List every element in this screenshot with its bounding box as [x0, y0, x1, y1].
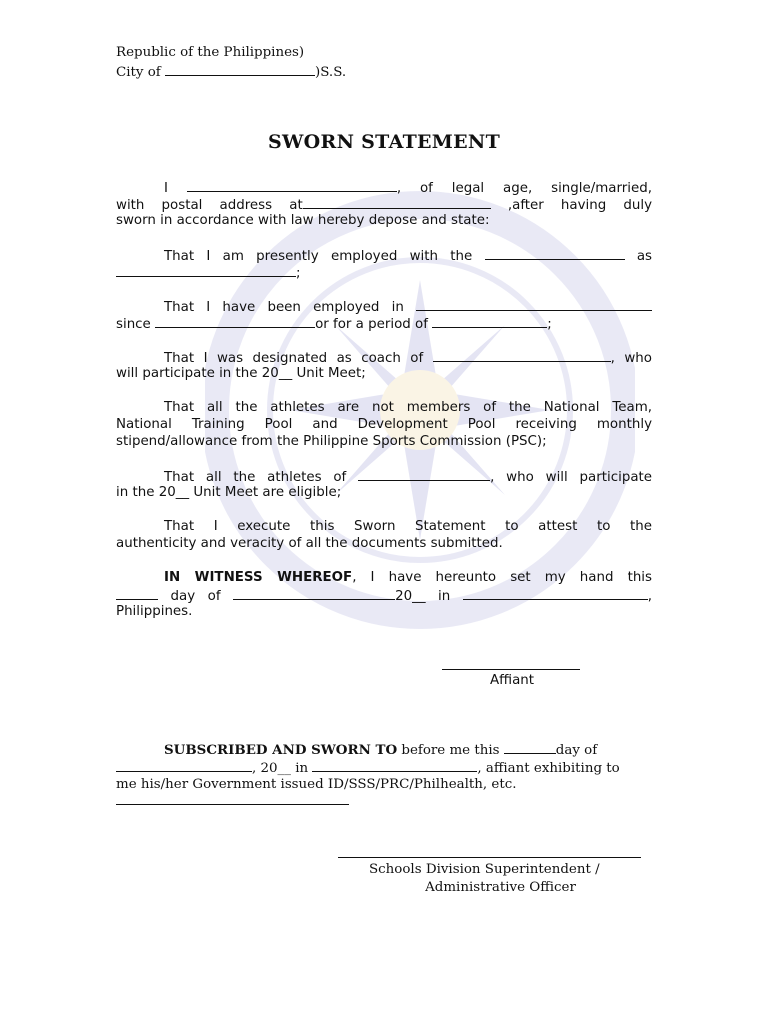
p3-line2: since or for a period of ;: [116, 314, 652, 333]
p5-line1: That all the athletes are not members of the National Team,: [164, 400, 652, 415]
p6-line2: in the 20__ Unit Meet are eligible;: [116, 485, 342, 500]
affiant-label: Affiant: [489, 673, 535, 688]
athletes-of-blank: [358, 467, 490, 481]
affiant-signature-line: [442, 669, 580, 670]
address-blank: [303, 195, 491, 209]
coach-of-blank: [433, 348, 611, 362]
id-blank-line: [116, 804, 349, 805]
p4-line1: That I was designated as coach of , who: [116, 348, 652, 367]
document-title: SWORN STATEMENT: [267, 131, 501, 153]
p5-line2: National Training Pool and Development Pool receiving monthly: [116, 417, 652, 432]
position-blank: [116, 263, 296, 277]
jurat-line2: , 20__ in , affiant exhibiting to: [116, 758, 652, 777]
place-blank: [463, 586, 648, 600]
jurat-line3: me his/her Government issued ID/SSS/PRC/Philhealth, etc.: [116, 777, 517, 792]
header-republic: Republic of the Philippines): [116, 45, 305, 60]
name-blank: [187, 178, 397, 192]
officer-title-line2: Administrative Officer: [425, 880, 576, 895]
period-blank: [432, 314, 547, 328]
p6-line1: That all the athletes of , who will participate: [116, 467, 652, 486]
employed-in-blank: [416, 297, 652, 311]
jurat-line1: SUBSCRIBED AND SWORN TO before me this day of: [164, 742, 598, 758]
p3-line1: That I have been employed in: [116, 297, 652, 316]
p5-line3: stipend/allowance from the Philippine Sports Commission (PSC);: [116, 434, 547, 449]
jurat-month-blank: [116, 758, 252, 772]
p1-line1: I , of legal age, single/married,: [116, 178, 652, 197]
p8-line3: Philippines.: [116, 604, 193, 619]
p8-line2: day of 20__ in ,: [116, 586, 652, 605]
jurat-place-blank: [312, 758, 477, 772]
p4-line2: will participate in the 20__ Unit Meet;: [116, 366, 366, 381]
p1-line3: sworn in accordance with law hereby depose and state:: [116, 213, 490, 228]
jurat-day-blank: [504, 740, 556, 754]
month-blank: [233, 586, 395, 600]
p7-line2: authenticity and veracity of all the documents submitted.: [116, 536, 503, 551]
since-blank: [155, 314, 315, 328]
ss-label: )S.S.: [315, 65, 347, 80]
p8-line1: IN WITNESS WHEREOF, I have hereunto set my hand this: [164, 570, 652, 585]
day-blank: [116, 586, 158, 600]
officer-signature-line: [338, 857, 641, 858]
p7-line1: That I execute this Sworn Statement to attest to the: [164, 519, 652, 534]
employer-blank: [485, 246, 625, 260]
p1-line2: with postal address at ,after having duly: [116, 195, 652, 214]
city-blank: [165, 62, 315, 76]
officer-title-line1: Schools Division Superintendent /: [369, 862, 600, 877]
p2-line2: ;: [116, 263, 652, 282]
header-city-line: [116, 62, 652, 81]
p2-line1: That I am presently employed with the as: [116, 246, 652, 265]
city-label: City of: [116, 65, 161, 80]
